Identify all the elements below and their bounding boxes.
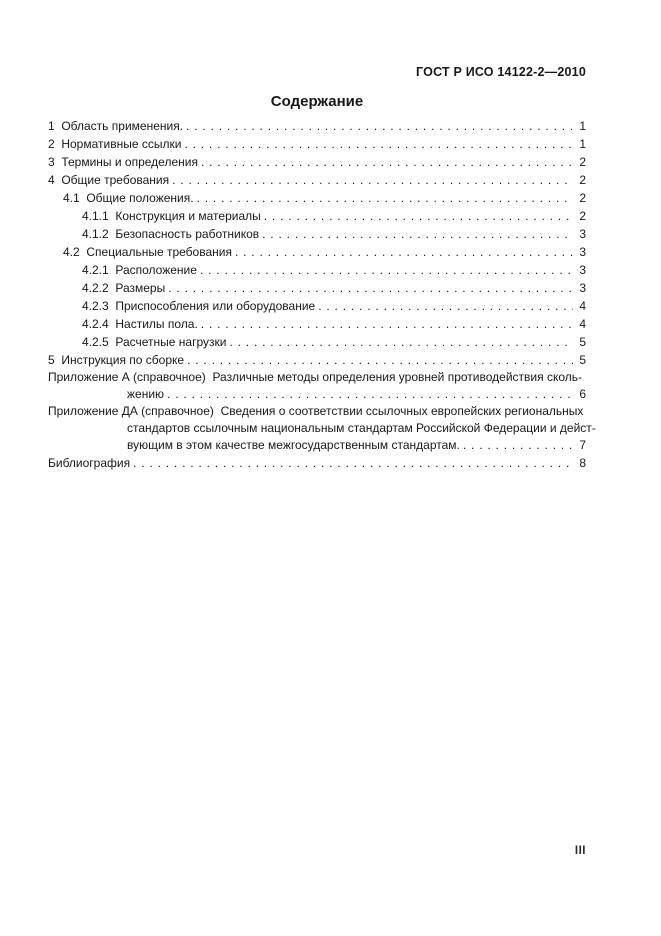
toc-entry-page: 5	[579, 353, 586, 367]
toc-entry-page: 3	[579, 281, 586, 295]
toc-list	[48, 117, 596, 472]
toc-entry-text: жению	[127, 387, 165, 401]
toc-entry-page: 4	[579, 317, 586, 331]
toc-entry-text: 4 Общие требования	[48, 173, 170, 187]
toc-entry-text: 5 Инструкция по сборке	[48, 353, 185, 367]
toc-dot-leader	[172, 171, 573, 189]
footer-page-number: III	[574, 845, 586, 857]
toc-dot-leader	[197, 189, 573, 207]
toc-entry-page: 2	[579, 173, 586, 187]
toc-dot-leader	[167, 386, 573, 403]
toc-entry-text: Библиография	[48, 456, 131, 470]
toc-entry-page: 7	[579, 438, 586, 452]
toc-entry-page: 8	[579, 456, 586, 470]
toc-entry	[48, 171, 586, 189]
toc-entry-text: 4.2 Специальные требования	[63, 245, 232, 259]
toc-entry	[48, 351, 586, 369]
toc-dot-leader	[168, 279, 573, 297]
toc-entry	[48, 225, 586, 243]
toc-entry-text: 4.2.4 Настилы пола.	[82, 317, 198, 331]
toc-entry-text: 4.2.2 Размеры	[82, 281, 166, 295]
toc-dot-leader	[229, 333, 573, 351]
toc-entry	[48, 420, 596, 437]
toc-entry-text: стандартов ссылочным национальным стандартам Российской Федерации и дейст-	[127, 421, 596, 435]
toc-entry-text: Приложение ДА (справочное) Сведения о соответствии ссылочных европейских региональных	[48, 404, 584, 418]
toc-entry	[48, 117, 586, 135]
toc-entry-page: 6	[579, 387, 586, 401]
toc-dot-leader	[133, 454, 573, 472]
toc-entry	[48, 315, 586, 333]
toc-entry-page: 2	[579, 155, 586, 169]
toc-entry	[48, 403, 586, 420]
toc-entry-text: вующим в этом качестве межгосударственным стандартам.	[127, 438, 460, 452]
toc-dot-leader	[200, 261, 573, 279]
toc-entry	[48, 153, 586, 171]
header-doc-code: ГОСТ Р ИСО 14122-2—2010	[416, 65, 586, 79]
toc-dot-leader	[187, 351, 573, 369]
toc-entry-text: Приложение А (справочное) Различные методы определения уровней противодействия сколь-	[48, 370, 582, 384]
toc-entry-page: 3	[579, 227, 586, 241]
toc-entry-page: 1	[579, 137, 586, 151]
toc-entry-page: 5	[579, 335, 586, 349]
toc-entry	[48, 261, 586, 279]
toc-entry-text: 4.1.2 Безопасность работников	[82, 227, 260, 241]
toc-entry	[48, 207, 586, 225]
toc-dot-leader	[262, 225, 573, 243]
toc-dot-leader	[184, 135, 573, 153]
toc-entry-text: 3 Термины и определения	[48, 155, 198, 169]
toc-entry	[48, 369, 586, 386]
toc-entry-page: 1	[579, 119, 586, 133]
toc-entry-text: 1 Область применения.	[48, 119, 184, 133]
toc-entry	[48, 135, 586, 153]
toc-entry-text: 2 Нормативные ссылки	[48, 137, 182, 151]
toc-dot-leader	[186, 117, 573, 135]
toc-dot-leader	[463, 437, 573, 454]
toc-dot-leader	[318, 297, 573, 315]
toc-entry	[48, 437, 586, 454]
toc-entry-text: 4.2.5 Расчетные нагрузки	[82, 335, 227, 349]
page-title: Содержание	[270, 93, 364, 110]
toc-dot-leader	[235, 243, 573, 261]
toc-entry	[48, 243, 586, 261]
toc-entry	[48, 386, 586, 403]
toc-dot-leader	[201, 315, 573, 333]
toc-entry-page: 2	[579, 209, 586, 223]
toc-dot-leader	[264, 207, 573, 225]
toc-entry-page: 3	[579, 245, 586, 259]
toc-entry-text: 4.1 Общие положения.	[63, 191, 194, 205]
toc-entry	[48, 333, 586, 351]
toc-entry-text: 4.1.1 Конструкция и материалы	[82, 209, 261, 223]
toc-entry	[48, 279, 586, 297]
toc-entry-text: 4.2.1 Расположение	[82, 263, 197, 277]
toc-entry-page: 3	[579, 263, 586, 277]
toc-entry	[48, 454, 586, 472]
toc-entry-text: 4.2.3 Приспособления или оборудование	[82, 299, 316, 313]
toc-dot-leader	[201, 153, 573, 171]
toc-entry-page: 4	[579, 299, 586, 313]
toc-entry	[48, 297, 586, 315]
toc-entry-page: 2	[579, 191, 586, 205]
toc-entry	[48, 189, 586, 207]
